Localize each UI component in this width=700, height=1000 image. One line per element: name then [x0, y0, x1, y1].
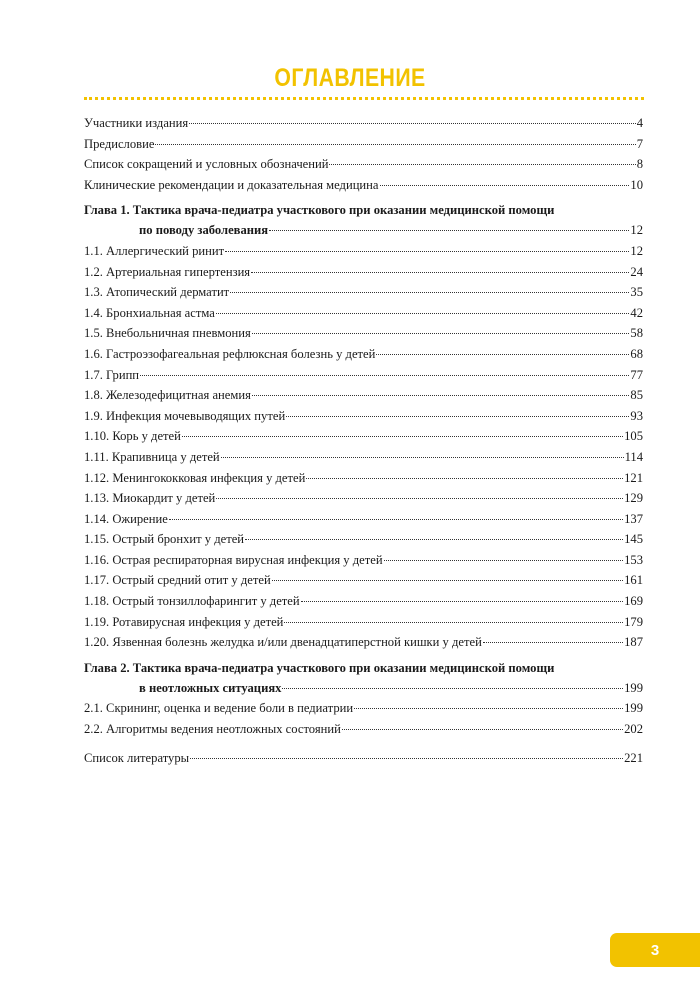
- dot-leader: [225, 251, 629, 252]
- page-number: 3: [650, 941, 660, 959]
- toc-entry-page: 145: [624, 532, 643, 547]
- toc-entry[interactable]: [84, 748, 643, 769]
- toc-entry-label: 2.2. Алгоритмы ведения неотложных состояний: [84, 722, 341, 737]
- toc-entry-label: Участники издания: [84, 116, 189, 130]
- toc-entry-page: 24: [630, 264, 643, 279]
- dot-leader: [182, 436, 623, 437]
- chapter-2-page: 199: [624, 680, 643, 695]
- toc-entry[interactable]: [84, 154, 643, 175]
- toc-entry-label: Список литературы: [84, 750, 190, 765]
- toc-entry-label: Предисловие: [84, 136, 155, 151]
- toc-entry-label: 1.1. Аллергический ринит: [84, 243, 225, 258]
- toc-entry[interactable]: [84, 344, 643, 365]
- toc-entry-page: 202: [624, 722, 643, 737]
- chapter-1-list: [84, 241, 643, 653]
- toc-entry[interactable]: [84, 488, 643, 509]
- toc-entry-label: 1.19. Ротавирусная инфекция у детей: [84, 614, 284, 629]
- toc-entry[interactable]: [84, 698, 643, 719]
- toc-entry-label: 1.17. Острый средний отит у детей: [84, 573, 271, 588]
- toc-entry[interactable]: [84, 550, 643, 571]
- toc-entry[interactable]: [84, 468, 643, 489]
- toc-entry[interactable]: [84, 612, 643, 633]
- toc-entry-label: Список сокращений и условных обозначений: [84, 157, 329, 172]
- dot-leader: [342, 729, 623, 730]
- toc-entry[interactable]: [84, 719, 643, 740]
- dot-leader: [251, 272, 629, 273]
- dot-leader: [155, 144, 635, 145]
- toc-entry[interactable]: [84, 447, 643, 468]
- chapter-1-heading[interactable]: [84, 201, 643, 241]
- toc-entry[interactable]: [84, 385, 643, 406]
- toc-entry-page: 187: [624, 635, 643, 650]
- dot-leader: [354, 708, 623, 709]
- toc-entry[interactable]: [84, 303, 643, 324]
- dot-leader: [269, 230, 629, 231]
- title-dotted-rule: [84, 97, 644, 100]
- toc-entry[interactable]: [84, 426, 643, 447]
- toc-entry-page: 169: [624, 594, 643, 609]
- toc-entry-page: 7: [636, 136, 643, 151]
- dot-leader: [284, 622, 623, 623]
- toc-entry-label: 1.15. Острый бронхит у детей: [84, 532, 245, 547]
- toc-entry-label: Клинические рекомендации и доказательная медицина: [84, 177, 379, 192]
- toc-entry-label: 1.16. Острая респираторная вирусная инфекция у детей: [84, 552, 383, 567]
- page-title: ОГЛАВЛЕНИЕ: [274, 64, 426, 92]
- toc-entry-label: 1.13. Миокардит у детей: [84, 491, 216, 506]
- toc-entry-page: 105: [624, 429, 643, 444]
- page-number-tab: [610, 933, 700, 967]
- dot-leader: [216, 498, 623, 499]
- toc-entry-page: 114: [624, 449, 643, 464]
- toc-entry-label: 1.9. Инфекция мочевыводящих путей: [84, 408, 286, 423]
- dot-leader: [230, 292, 629, 293]
- table-of-contents: [84, 113, 643, 768]
- toc-entry[interactable]: [84, 175, 643, 196]
- toc-entry-label: 2.1. Скрининг, оценка и ведение боли в педиатрии: [84, 701, 354, 716]
- dot-leader: [189, 123, 636, 124]
- dot-leader: [301, 601, 623, 602]
- toc-entry-page: 77: [630, 367, 643, 382]
- toc-entry-page: 8: [636, 157, 643, 172]
- toc-entry[interactable]: [84, 241, 643, 262]
- chapter-2-list: [84, 698, 643, 739]
- toc-entry-label: 1.14. Ожирение: [84, 511, 168, 526]
- dot-leader: [376, 354, 629, 355]
- toc-entry[interactable]: [84, 509, 643, 530]
- toc-entry[interactable]: [84, 365, 643, 386]
- toc-entry[interactable]: [84, 591, 643, 612]
- toc-entry-label: 1.6. Гастроэзофагеальная рефлюксная болезнь у детей: [84, 346, 376, 361]
- dot-leader: [282, 688, 623, 689]
- dot-leader: [252, 333, 630, 334]
- toc-entry-page: 179: [624, 614, 643, 629]
- toc-entry-page: 221: [624, 750, 643, 765]
- toc-entry-label: 1.12. Менингококковая инфекция у детей: [84, 470, 306, 485]
- toc-entry[interactable]: [84, 406, 643, 427]
- toc-entry-label: 1.18. Острый тонзиллофарингит у детей: [84, 594, 300, 609]
- toc-entry-page: 85: [630, 388, 643, 403]
- toc-entry-page: 121: [624, 470, 643, 485]
- toc-entry[interactable]: [84, 282, 643, 303]
- toc-entry-page: 35: [630, 285, 643, 300]
- toc-entry-page: 161: [624, 573, 643, 588]
- dot-leader: [216, 313, 630, 314]
- toc-entry-label: 1.8. Железодефицитная анемия: [84, 388, 251, 403]
- dot-leader: [140, 375, 629, 376]
- back-matter-list: [84, 748, 643, 769]
- toc-entry-label: 1.10. Корь у детей: [84, 429, 181, 444]
- toc-entry-page: 129: [624, 491, 643, 506]
- chapter-2-heading[interactable]: [84, 659, 643, 699]
- dot-leader: [306, 478, 623, 479]
- dot-leader: [286, 416, 629, 417]
- front-matter-list: [84, 113, 643, 195]
- toc-entry-label: 1.5. Внебольничная пневмония: [84, 326, 251, 341]
- dot-leader: [245, 539, 623, 540]
- toc-entry-page: 68: [630, 346, 643, 361]
- chapter-1-title: Глава 1. Тактика врача-педиатра участкового при оказании медицинской помощи: [84, 203, 555, 218]
- toc-entry[interactable]: [84, 632, 643, 653]
- chapter-2-subtitle: в неотложных ситуациях: [139, 680, 282, 695]
- chapter-1-page: 12: [630, 223, 643, 238]
- toc-entry[interactable]: [84, 570, 643, 591]
- dot-leader: [329, 164, 635, 165]
- dot-leader: [190, 758, 623, 759]
- toc-entry[interactable]: [84, 134, 643, 155]
- toc-entry-label: 1.20. Язвенная болезнь желудка и/или двенадцатиперстной кишки у детей: [84, 635, 482, 650]
- toc-entry-page: 10: [630, 177, 643, 192]
- dot-leader: [252, 395, 630, 396]
- toc-entry[interactable]: [84, 113, 643, 134]
- dot-leader: [272, 580, 623, 581]
- toc-entry-page: 12: [630, 243, 643, 258]
- toc-entry-page: 58: [630, 326, 643, 341]
- toc-entry-page: 137: [624, 511, 643, 526]
- toc-entry-page: 42: [630, 305, 643, 320]
- toc-entry[interactable]: [84, 262, 643, 283]
- toc-entry[interactable]: [84, 323, 643, 344]
- chapter-1-subtitle: по поводу заболевания: [139, 223, 269, 238]
- dot-leader: [483, 642, 623, 643]
- toc-entry-label: 1.7. Грипп: [84, 367, 140, 382]
- toc-entry-label: 1.11. Крапивница у детей: [84, 449, 220, 464]
- dot-leader: [384, 560, 624, 561]
- dot-leader: [380, 185, 630, 186]
- toc-entry-page: 199: [624, 701, 643, 716]
- dot-leader: [221, 457, 624, 458]
- toc-entry-page: 4: [636, 116, 643, 130]
- chapter-2-title: Глава 2. Тактика врача-педиатра участкового при оказании медицинской помощи: [84, 660, 555, 675]
- toc-entry-page: 93: [630, 408, 643, 423]
- toc-entry-label: 1.2. Артериальная гипертензия: [84, 264, 251, 279]
- dot-leader: [169, 519, 623, 520]
- toc-entry-label: 1.3. Атопический дерматит: [84, 285, 230, 300]
- toc-entry-page: 153: [624, 552, 643, 567]
- toc-entry-label: 1.4. Бронхиальная астма: [84, 305, 215, 320]
- toc-entry[interactable]: [84, 529, 643, 550]
